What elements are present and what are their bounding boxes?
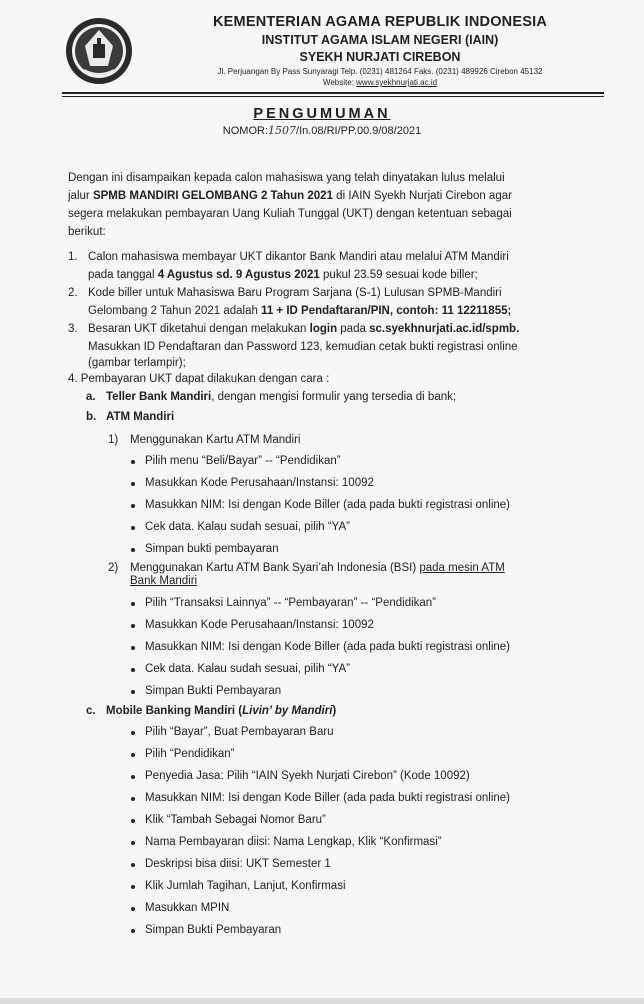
list-item: Penyedia Jasa: Pilih “IAIN Syekh Nurjati Cirebon” (Kode 10092) (145, 770, 470, 782)
list-item: Cek data. Kalau sudah sesuai, pilih “YA” (145, 521, 350, 533)
item-4a-bold: Teller Bank Mandiri (106, 391, 212, 403)
bullet (131, 624, 135, 628)
list-item: Masukkan MPIN (145, 902, 230, 914)
bullet (131, 775, 135, 779)
list-item: Masukkan Kode Perusahaan/Instansi: 10092 (145, 619, 374, 631)
item-4b2-l1b: pada mesin ATM (419, 562, 505, 574)
list-item: Cek data. Kalau sudah sesuai, pilih “YA” (145, 663, 350, 675)
letterhead-ministry: KEMENTERIAN AGAMA REPUBLIK INDONESIA (213, 14, 547, 30)
item-3-number: 3. (68, 323, 78, 335)
document-title (0, 106, 644, 122)
bullet (131, 504, 135, 508)
list-item: Masukkan Kode Perusahaan/Instansi: 10092 (145, 477, 374, 489)
intro-line-1: Dengan ini disampaikan kepada calon mahasiswa yang telah dinyatakan lulus melalui (68, 172, 505, 184)
item-3-line-2: Masukkan ID Pendaftaran dan Password 123, kemudian cetak bukti registrasi online (88, 341, 518, 353)
document-number (0, 124, 644, 137)
item-1-number: 1. (68, 251, 78, 263)
item-1-line-1: Calon mahasiswa membayar UKT dikantor Bank Mandiri atau melalui ATM Mandiri (88, 251, 509, 263)
bullet (131, 690, 135, 694)
bullet (131, 753, 135, 757)
intro-l2c: di IAIN Syekh Nurjati Cirebon agar (332, 190, 512, 202)
letterhead-institute: INSTITUT AGAMA ISLAM NEGERI (IAIN) (261, 33, 499, 47)
item-4b1-label: 1) (108, 434, 119, 446)
item-4c-title-text: Mobile Banking Mandiri ( (106, 705, 243, 717)
bullet (131, 907, 135, 911)
item-4b2-line-1 (130, 561, 505, 575)
list-item: Pilih “Bayar”, Buat Pembayaran Baru (145, 726, 334, 738)
item-4a-rest: , dengan mengisi formulir yang tersedia di bank; (211, 391, 457, 403)
item-1-l2c: pukul 23.59 sesuai kode biller; (319, 269, 478, 281)
item-2-line-1: Kode biller untuk Mahasiswa Baru Program Sarjana (S-1) Lulusan SPMB-Mandiri (88, 287, 502, 299)
item-2-l2b: 11 + ID Pendaftaran/PIN, contoh: 11 12211855; (261, 305, 512, 317)
page-edge-shadow (0, 998, 644, 1004)
list-item: Pilih “Transaksi Lainnya” -- “Pembayaran” -- “Pendidikan” (145, 597, 437, 609)
bullet (131, 526, 135, 530)
item-2-l2a: Gelombang 2 Tahun 2021 adalah (88, 305, 262, 317)
item-2-line-2 (88, 304, 511, 318)
bullet (131, 668, 135, 672)
iain-logo-icon (64, 16, 134, 86)
bullet (131, 929, 135, 933)
item-2-number: 2. (68, 287, 78, 299)
item-3-line-3: (gambar terlampir); (88, 357, 186, 369)
item-4c-label: c. (86, 705, 96, 717)
list-item: Pilih menu “Beli/Bayar” -- “Pendidikan” (145, 455, 341, 467)
list-item: Nama Pembayaran diisi: Nama Lengkap, Klik “Konfirmasi” (145, 836, 442, 848)
bullet (131, 841, 135, 845)
bullet (131, 797, 135, 801)
letterhead-website-line (140, 78, 620, 87)
list-item: Simpan Bukti Pembayaran (145, 685, 282, 697)
list-item: Simpan Bukti Pembayaran (145, 924, 282, 936)
letterhead-rule-thin (62, 96, 604, 97)
item-4a-line (106, 390, 456, 404)
intro-l2a: jalur (68, 190, 93, 202)
website-link[interactable]: www.syekhnurjati.ac.id (356, 78, 438, 87)
item-4-line: 4. Pembayaran UKT dapat dilakukan dengan cara : (68, 373, 330, 385)
intro-l2b: SPMB MANDIRI GELOMBANG 2 Tahun 2021 (92, 190, 333, 202)
list-item: Deskripsi bisa diisi: UKT Semester 1 (145, 858, 331, 870)
item-3-l1d: sc.syekhnurjati.ac.id/spmb. (369, 323, 520, 335)
nomor-label: NOMOR: (222, 125, 269, 137)
item-3-l1a: Besaran UKT diketahui dengan melakukan (88, 323, 310, 335)
letterhead-address: Jl. Perjuangan By Pass Sunyaragi Telp. (0231) 481264 Faks. (0231) 489926 Cirebon 45132 (217, 67, 543, 76)
item-4c-title-close: ) (332, 705, 337, 717)
letterhead-rule-thick (62, 92, 604, 94)
item-1-line-2 (88, 268, 478, 282)
item-4c-title (106, 704, 336, 718)
list-item: Simpan bukti pembayaran (145, 543, 279, 555)
bullet (131, 548, 135, 552)
item-4a-label: a. (86, 391, 96, 403)
item-4b-label: b. (86, 411, 97, 423)
list-item: Masukkan NIM: Isi dengan Kode Biller (ada pada bukti registrasi online) (145, 499, 510, 511)
item-1-l2b: 4 Agustus sd. 9 Agustus 2021 (157, 269, 320, 281)
item-3-l1b: login (309, 323, 338, 335)
list-item: Masukkan NIM: Isi dengan Kode Biller (ada pada bukti registrasi online) (145, 641, 510, 653)
item-4b1-title: Menggunakan Kartu ATM Mandiri (130, 434, 301, 446)
nomor-handwritten: 1507 (268, 124, 297, 137)
list-item: Klik “Tambah Sebagai Nomor Baru” (145, 814, 326, 826)
item-1-l2a: pada tanggal (88, 269, 158, 281)
bullet (131, 885, 135, 889)
list-item: Klik Jumlah Tagihan, Lanjut, Konfirmasi (145, 880, 346, 892)
item-4b-title: ATM Mandiri (106, 411, 175, 423)
bullet (131, 482, 135, 486)
list-item: Masukkan NIM: Isi dengan Kode Biller (ada pada bukti registrasi online) (145, 792, 510, 804)
bullet (131, 460, 135, 464)
list-item: Pilih “Pendidikan” (145, 748, 235, 760)
item-4b2-l1a: Menggunakan Kartu ATM Bank Syari’ah Indonesia (BSI) (130, 562, 420, 574)
bullet (131, 731, 135, 735)
item-3-line-1 (88, 322, 519, 336)
intro-line-4: berikut: (68, 226, 106, 238)
item-4c-title-italic: Livin’ by Mandiri (242, 705, 333, 717)
intro-line-2 (68, 189, 512, 203)
intro-line-3: segera melakukan pembayaran Uang Kuliah Tunggal (UKT) dengan ketentuan sebagai (68, 208, 512, 220)
item-3-l1c: pada (337, 323, 370, 335)
website-label: Website: (322, 78, 354, 87)
item-4b2-line-2: Bank Mandiri (130, 575, 198, 587)
nomor-code: /In.08/RI/PP.00.9/08/2021 (296, 125, 422, 137)
bullet (131, 646, 135, 650)
title-text: PENGUMUMAN (253, 106, 391, 122)
bullet (131, 819, 135, 823)
bullet (131, 863, 135, 867)
bullet (131, 602, 135, 606)
item-4b2-label: 2) (108, 562, 119, 574)
letterhead-campus: SYEKH NURJATI CIREBON (299, 50, 461, 64)
